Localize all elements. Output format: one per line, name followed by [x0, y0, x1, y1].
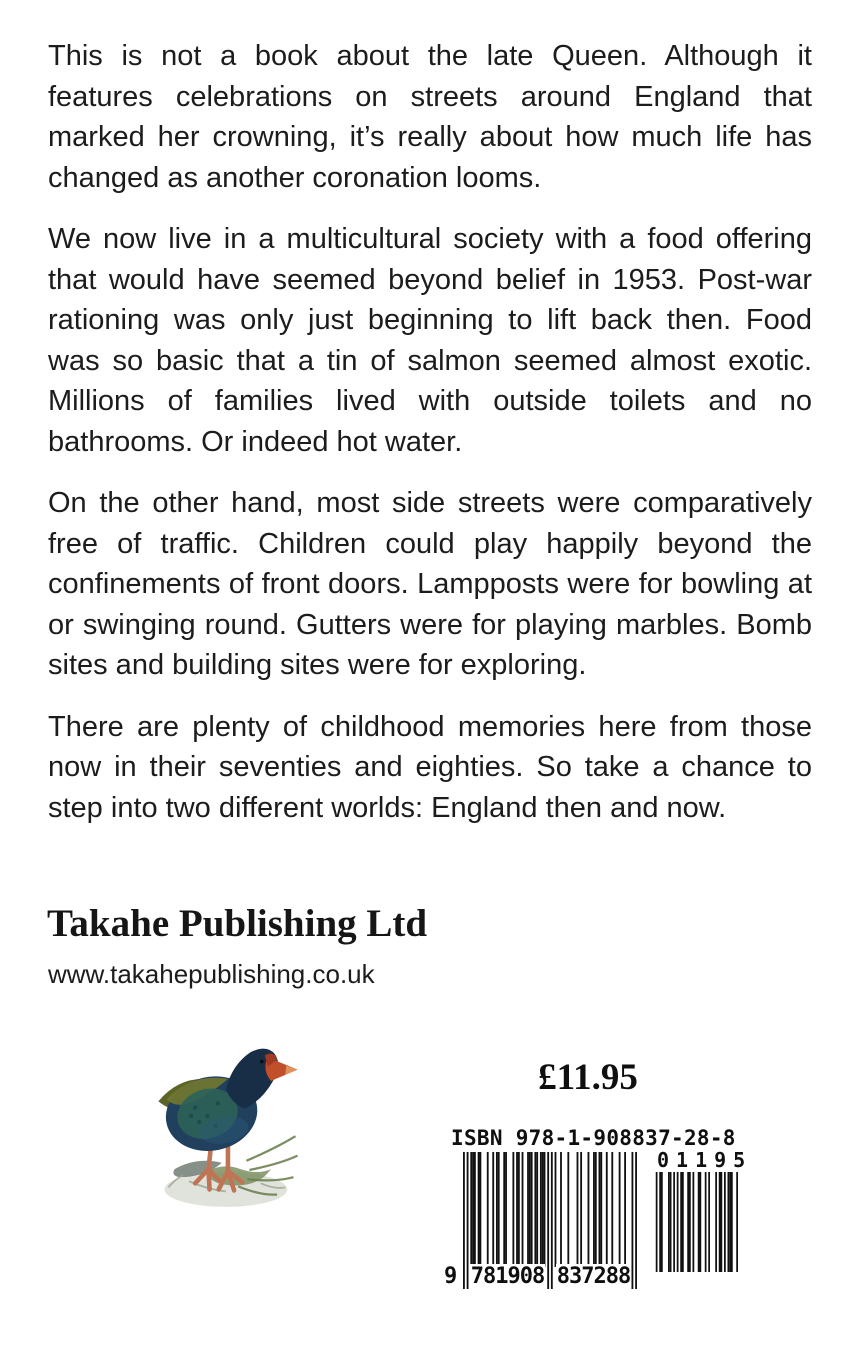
- bird-eye: [260, 1060, 264, 1064]
- isbn-number-label: ISBN 978-1-908837-28-8: [451, 1126, 736, 1150]
- takahe-bird-illustration: [148, 1040, 312, 1214]
- price-label: £11.95: [538, 1057, 638, 1098]
- blurb: [48, 36, 812, 849]
- ean13-digit-first: 9: [444, 1264, 458, 1289]
- publisher-name: Takahe Publishing Ltd: [47, 902, 428, 945]
- supplement-barcode: [654, 1172, 738, 1272]
- ean13-digits-right: 837288: [556, 1264, 631, 1289]
- ean13-digits-left: 781908: [470, 1264, 545, 1289]
- blurb-paragraph-2: We now live in a multicultural society with a food offering that would have seemed beyond belief in 1953. Post-war rationing was only just beginning to lift back then. Food was so basic that a tin of salmon seemed almost exotic. Millions of families lived with outside toilets and no bathrooms. Or indeed hot water.: [48, 223, 812, 458]
- blurb-paragraph-4: There are plenty of childhood memories here from those now in their seventies and eighties. So take a chance to step into two different worlds: England then and now.: [48, 710, 812, 824]
- barcode-supplement-digits: 01195: [657, 1148, 753, 1172]
- blurb-paragraph-1: This is not a book about the late Queen. Although it features celebrations on streets around England that marked her crowning, it’s really about how much life has changed as another coronation looms.: [48, 40, 812, 194]
- blurb-paragraph-3: On the other hand, most side streets were comparatively free of traffic. Children could play happily beyond the confinements of front doors. Lampposts were for bowling at or swinging round. Gutters were for playing marbles. Bomb sites and building sites were for exploring.: [48, 487, 812, 681]
- publisher-website-url: www.takahepublishing.co.uk: [48, 959, 375, 989]
